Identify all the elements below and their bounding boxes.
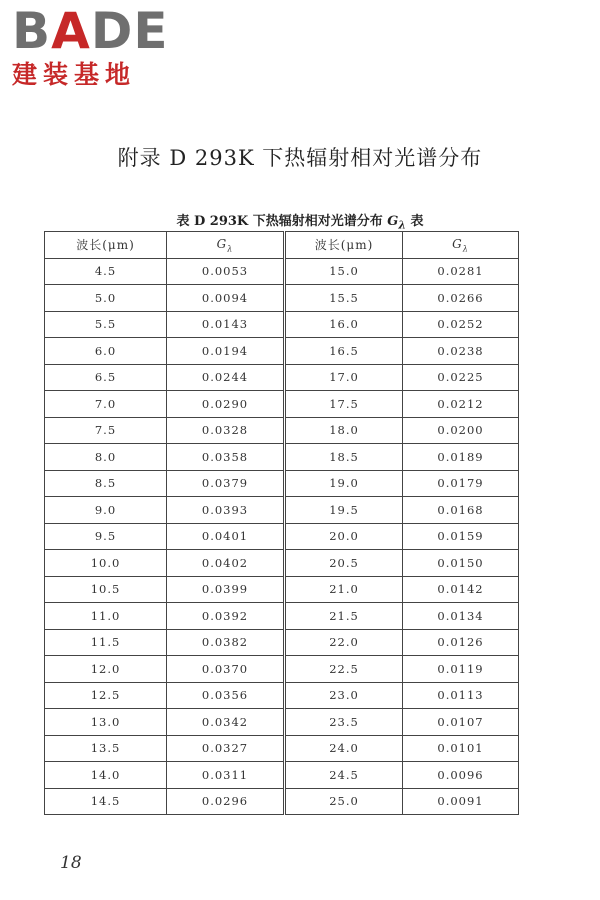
cell-g-lambda: 0.0168 — [403, 497, 519, 524]
cell-wavelength: 19.0 — [285, 470, 403, 497]
table-row — [45, 682, 519, 709]
cell-g-lambda: 0.0053 — [167, 258, 285, 285]
table-row — [45, 391, 519, 418]
cell-wavelength: 14.5 — [45, 788, 167, 815]
cell-wavelength: 16.0 — [285, 311, 403, 338]
table-caption-prefix: 表 D 293K 下热辐射相对光谱分布 — [176, 214, 388, 229]
cell-g-lambda: 0.0212 — [403, 391, 519, 418]
logo-wordmark-accent: A — [51, 2, 91, 60]
table-row — [45, 788, 519, 815]
cell-wavelength: 16.5 — [285, 338, 403, 365]
cell-wavelength: 7.5 — [45, 417, 167, 444]
cell-wavelength: 10.5 — [45, 576, 167, 603]
table-row — [45, 311, 519, 338]
logo-subtitle: 建装基地 — [12, 60, 137, 89]
table-row — [45, 709, 519, 736]
table-caption-symbol: $G_\lambda$ — [387, 214, 406, 232]
cell-g-lambda: 0.0399 — [167, 576, 285, 603]
cell-wavelength: 25.0 — [285, 788, 403, 815]
cell-g-lambda: 0.0134 — [403, 603, 519, 630]
table-caption-suffix: 表 — [405, 214, 424, 229]
cell-wavelength: 5.0 — [45, 285, 167, 312]
cell-wavelength: 17.0 — [285, 364, 403, 391]
logo-wordmark — [12, 2, 182, 60]
cell-g-lambda: 0.0244 — [167, 364, 285, 391]
cell-wavelength: 10.0 — [45, 550, 167, 577]
table-row — [45, 735, 519, 762]
brand-logo — [12, 2, 182, 90]
cell-wavelength: 11.5 — [45, 629, 167, 656]
table-header-row — [45, 232, 519, 259]
cell-g-lambda: 0.0096 — [403, 762, 519, 789]
table-row — [45, 444, 519, 471]
cell-wavelength: 20.0 — [285, 523, 403, 550]
cell-g-lambda: 0.0200 — [403, 417, 519, 444]
table-row — [45, 603, 519, 630]
table-row — [45, 364, 519, 391]
spectral-distribution-table — [44, 231, 519, 815]
table-row — [45, 523, 519, 550]
cell-wavelength: 6.0 — [45, 338, 167, 365]
table-row — [45, 417, 519, 444]
cell-wavelength: 15.5 — [285, 285, 403, 312]
cell-g-lambda: 0.0401 — [167, 523, 285, 550]
cell-wavelength: 15.0 — [285, 258, 403, 285]
table-row — [45, 656, 519, 683]
cell-wavelength: 22.5 — [285, 656, 403, 683]
table-row — [45, 258, 519, 285]
cell-wavelength: 9.0 — [45, 497, 167, 524]
cell-g-lambda: 0.0392 — [167, 603, 285, 630]
cell-wavelength: 22.0 — [285, 629, 403, 656]
cell-wavelength: 14.0 — [45, 762, 167, 789]
table-row — [45, 285, 519, 312]
cell-g-lambda: 0.0143 — [167, 311, 285, 338]
cell-g-lambda: 0.0189 — [403, 444, 519, 471]
cell-g-lambda: 0.0225 — [403, 364, 519, 391]
cell-g-lambda: 0.0179 — [403, 470, 519, 497]
header-wavelength: 波长(μm) — [285, 232, 403, 259]
table-row — [45, 497, 519, 524]
cell-wavelength: 23.5 — [285, 709, 403, 736]
cell-wavelength: 9.5 — [45, 523, 167, 550]
cell-wavelength: 5.5 — [45, 311, 167, 338]
header-g-lambda: $G_\lambda$ — [167, 232, 285, 259]
cell-g-lambda: 0.0327 — [167, 735, 285, 762]
table-row — [45, 338, 519, 365]
cell-g-lambda: 0.0142 — [403, 576, 519, 603]
cell-wavelength: 13.0 — [45, 709, 167, 736]
cell-wavelength: 18.5 — [285, 444, 403, 471]
cell-g-lambda: 0.0370 — [167, 656, 285, 683]
cell-g-lambda: 0.0091 — [403, 788, 519, 815]
cell-wavelength: 24.0 — [285, 735, 403, 762]
cell-wavelength: 7.0 — [45, 391, 167, 418]
table-row — [45, 470, 519, 497]
table-row — [45, 762, 519, 789]
cell-g-lambda: 0.0356 — [167, 682, 285, 709]
page-number: 18 — [60, 853, 82, 873]
logo-wordmark-post: DE — [90, 2, 169, 60]
cell-wavelength: 13.5 — [45, 735, 167, 762]
cell-wavelength: 12.5 — [45, 682, 167, 709]
cell-wavelength: 8.5 — [45, 470, 167, 497]
table-row — [45, 629, 519, 656]
cell-g-lambda: 0.0393 — [167, 497, 285, 524]
cell-wavelength: 6.5 — [45, 364, 167, 391]
cell-wavelength: 21.5 — [285, 603, 403, 630]
cell-g-lambda: 0.0126 — [403, 629, 519, 656]
cell-wavelength: 11.0 — [45, 603, 167, 630]
cell-wavelength: 19.5 — [285, 497, 403, 524]
appendix-title: 附录 D 293K 下热辐射相对光谱分布 — [117, 146, 483, 170]
cell-g-lambda: 0.0119 — [403, 656, 519, 683]
cell-g-lambda: 0.0358 — [167, 444, 285, 471]
cell-wavelength: 4.5 — [45, 258, 167, 285]
cell-wavelength: 21.0 — [285, 576, 403, 603]
table-row — [45, 550, 519, 577]
cell-g-lambda: 0.0290 — [167, 391, 285, 418]
table-row — [45, 576, 519, 603]
cell-g-lambda: 0.0150 — [403, 550, 519, 577]
cell-g-lambda: 0.0107 — [403, 709, 519, 736]
cell-wavelength: 23.0 — [285, 682, 403, 709]
table-body — [45, 258, 519, 815]
cell-wavelength: 24.5 — [285, 762, 403, 789]
logo-wordmark-pre: B — [12, 2, 52, 60]
cell-g-lambda: 0.0113 — [403, 682, 519, 709]
cell-wavelength: 8.0 — [45, 444, 167, 471]
cell-wavelength: 20.5 — [285, 550, 403, 577]
table-caption — [0, 210, 600, 232]
cell-g-lambda: 0.0281 — [403, 258, 519, 285]
cell-g-lambda: 0.0328 — [167, 417, 285, 444]
cell-g-lambda: 0.0382 — [167, 629, 285, 656]
cell-wavelength: 18.0 — [285, 417, 403, 444]
cell-g-lambda: 0.0194 — [167, 338, 285, 365]
header-g-lambda: $G_\lambda$ — [403, 232, 519, 259]
cell-wavelength: 12.0 — [45, 656, 167, 683]
cell-g-lambda: 0.0311 — [167, 762, 285, 789]
cell-g-lambda: 0.0379 — [167, 470, 285, 497]
cell-g-lambda: 0.0101 — [403, 735, 519, 762]
cell-g-lambda: 0.0094 — [167, 285, 285, 312]
cell-g-lambda: 0.0159 — [403, 523, 519, 550]
cell-g-lambda: 0.0252 — [403, 311, 519, 338]
header-wavelength: 波长(μm) — [45, 232, 167, 259]
cell-g-lambda: 0.0238 — [403, 338, 519, 365]
cell-g-lambda: 0.0402 — [167, 550, 285, 577]
cell-g-lambda: 0.0266 — [403, 285, 519, 312]
cell-g-lambda: 0.0296 — [167, 788, 285, 815]
cell-wavelength: 17.5 — [285, 391, 403, 418]
cell-g-lambda: 0.0342 — [167, 709, 285, 736]
